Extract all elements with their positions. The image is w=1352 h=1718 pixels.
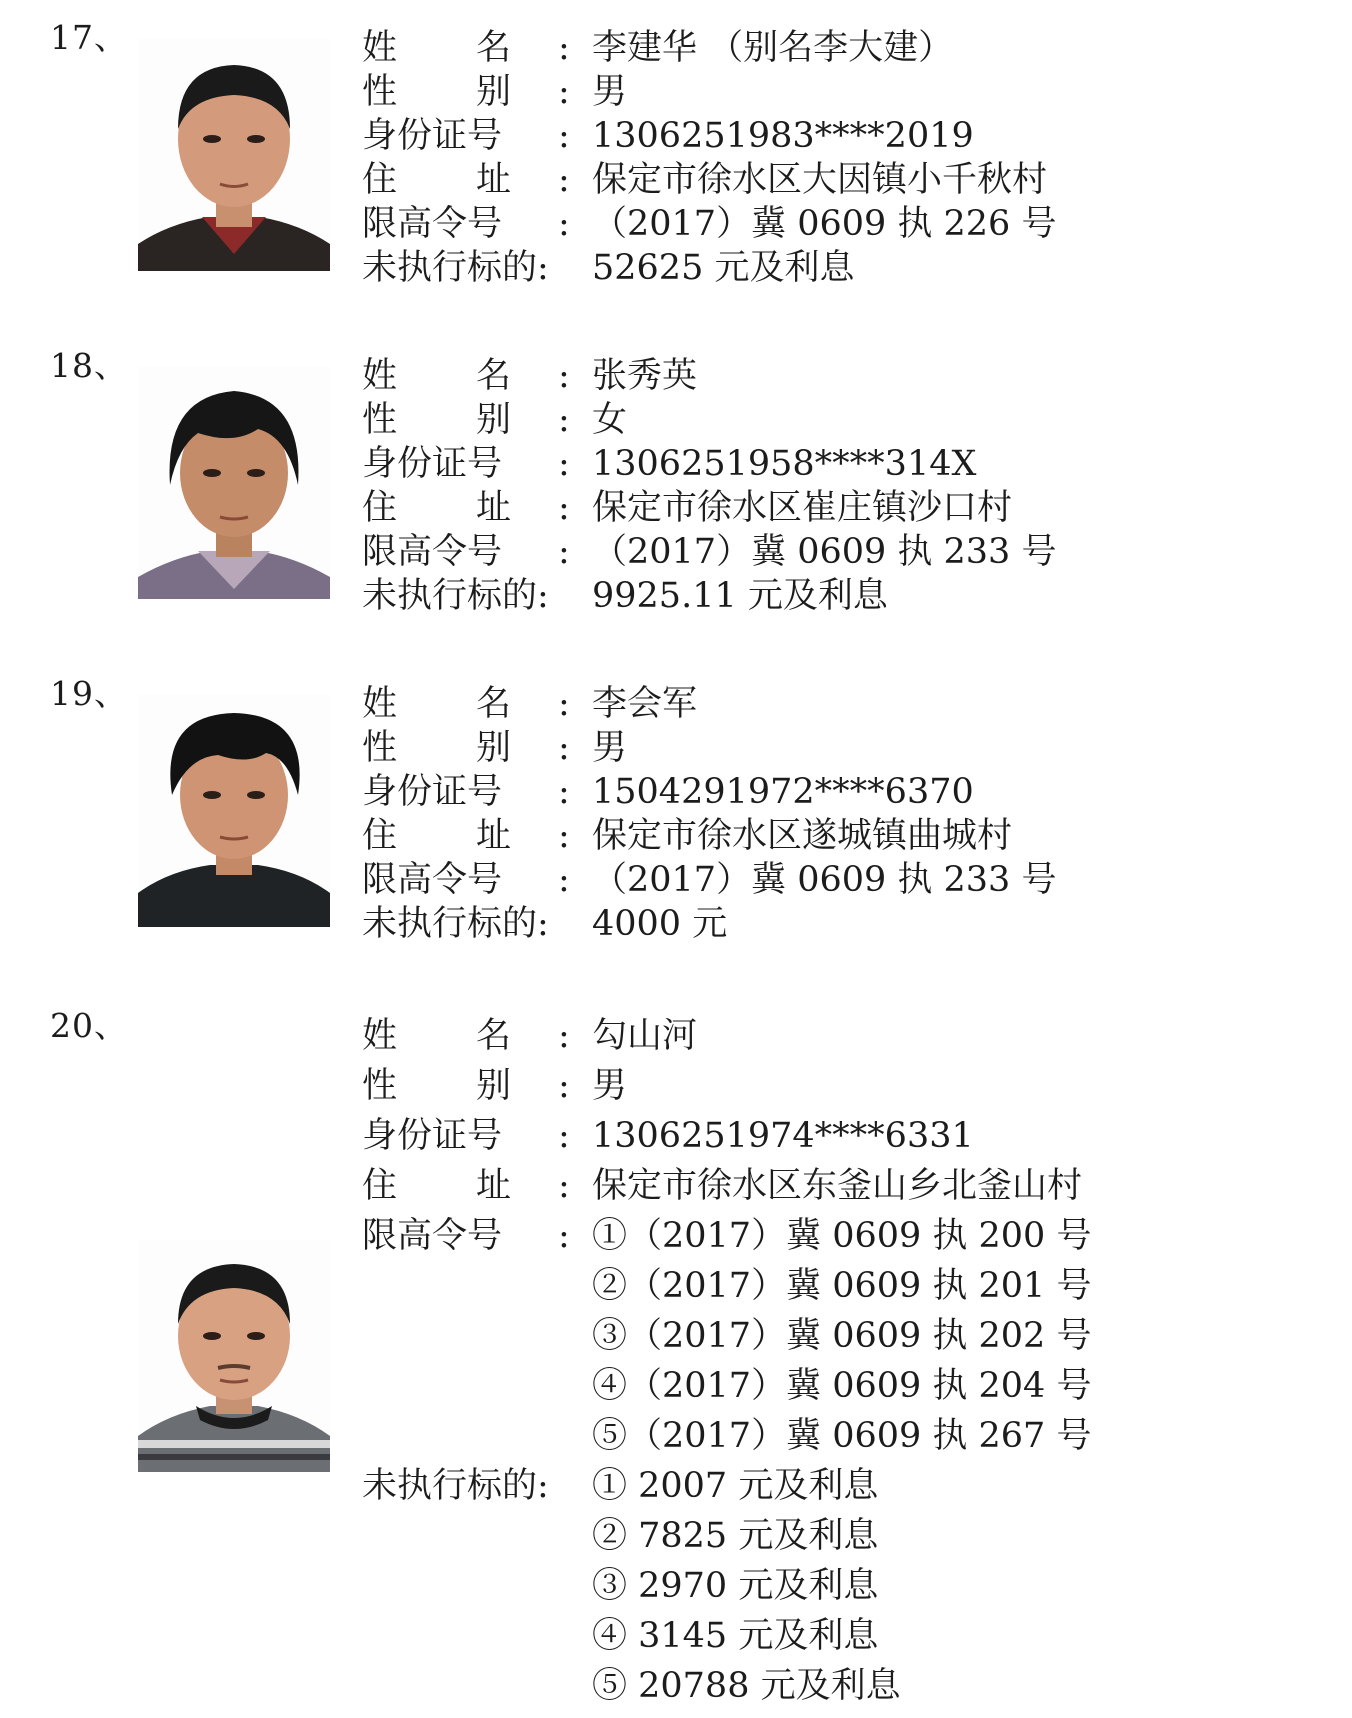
order-value: （2017）冀 0609 执 233 号	[592, 532, 1057, 572]
colon: :	[558, 532, 570, 572]
colon: :	[558, 488, 570, 528]
id-value: 1306251983****2019	[592, 116, 974, 156]
colon: :	[558, 444, 570, 484]
gender-label: 别	[476, 1066, 512, 1106]
colon: :	[558, 772, 570, 812]
colon: :	[558, 1216, 570, 1256]
id-label: 身份证号	[362, 116, 503, 156]
name-label: 名	[476, 1016, 512, 1056]
gender-label: 性	[362, 400, 398, 440]
unpaid-value: ① 2007 元及利息	[592, 1466, 879, 1506]
colon: :	[558, 204, 570, 244]
address-value: 保定市徐水区遂城镇曲城村	[592, 816, 1013, 856]
id-value: 1306251974****6331	[592, 1116, 974, 1156]
id-label: 身份证号	[362, 772, 503, 812]
order-value: ⑤（2017）冀 0609 执 267 号	[592, 1416, 1092, 1456]
unpaid-value: 52625 元及利息	[592, 248, 855, 288]
address-label: 址	[476, 160, 512, 200]
gender-label: 性	[362, 1066, 398, 1106]
name-label: 姓	[362, 1016, 398, 1056]
id-value: 1504291972****6370	[592, 772, 974, 812]
address-label: 住	[362, 160, 398, 200]
colon: :	[558, 400, 570, 440]
unpaid-value: 4000 元	[592, 904, 728, 944]
order-value: ③（2017）冀 0609 执 202 号	[592, 1316, 1092, 1356]
colon: :	[558, 816, 570, 856]
unpaid-label: 未执行标的:	[362, 904, 549, 944]
colon: :	[558, 728, 570, 768]
colon: :	[558, 72, 570, 112]
colon: :	[558, 28, 570, 68]
gender-label: 性	[362, 728, 398, 768]
order-value: （2017）冀 0609 执 226 号	[592, 204, 1057, 244]
unpaid-label: 未执行标的:	[362, 1466, 549, 1506]
colon: :	[558, 1116, 570, 1156]
entry-number: 17、	[50, 18, 128, 57]
order-value: ①（2017）冀 0609 执 200 号	[592, 1216, 1092, 1256]
address-value: 保定市徐水区崔庄镇沙口村	[592, 488, 1013, 528]
colon: :	[558, 160, 570, 200]
name-value: 勾山河	[592, 1016, 698, 1056]
name-value: 张秀英	[592, 356, 698, 396]
name-label: 名	[476, 28, 512, 68]
gender-value: 男	[592, 1066, 628, 1106]
unpaid-value: ⑤ 20788 元及利息	[592, 1666, 901, 1706]
order-label: 限高令号	[362, 860, 503, 900]
unpaid-value: ④ 3145 元及利息	[592, 1616, 879, 1656]
id-label: 身份证号	[362, 444, 503, 484]
id-label: 身份证号	[362, 1116, 503, 1156]
person-photo	[138, 39, 330, 271]
name-label: 名	[476, 356, 512, 396]
order-value: ④（2017）冀 0609 执 204 号	[592, 1366, 1092, 1406]
order-label: 限高令号	[362, 1216, 503, 1256]
gender-label: 性	[362, 72, 398, 112]
order-value: （2017）冀 0609 执 233 号	[592, 860, 1057, 900]
address-label: 住	[362, 488, 398, 528]
order-label: 限高令号	[362, 532, 503, 572]
colon: :	[558, 1166, 570, 1206]
gender-value: 男	[592, 72, 628, 112]
address-value: 保定市徐水区东釜山乡北釜山村	[592, 1166, 1083, 1206]
colon: :	[558, 860, 570, 900]
unpaid-value: ③ 2970 元及利息	[592, 1566, 879, 1606]
address-label: 住	[362, 1166, 398, 1206]
address-label: 址	[476, 488, 512, 528]
unpaid-label: 未执行标的:	[362, 576, 549, 616]
name-label: 姓	[362, 28, 398, 68]
address-label: 住	[362, 816, 398, 856]
colon: :	[558, 116, 570, 156]
name-value: 李会军	[592, 684, 698, 724]
colon: :	[558, 1016, 570, 1056]
order-value: ②（2017）冀 0609 执 201 号	[592, 1266, 1092, 1306]
gender-value: 男	[592, 728, 628, 768]
gender-label: 别	[476, 72, 512, 112]
gender-label: 别	[476, 728, 512, 768]
address-label: 址	[476, 1166, 512, 1206]
colon: :	[558, 356, 570, 396]
entry-number: 18、	[50, 346, 128, 385]
person-photo	[138, 695, 330, 927]
unpaid-label: 未执行标的:	[362, 248, 549, 288]
name-label: 名	[476, 684, 512, 724]
person-photo	[138, 367, 330, 599]
gender-label: 别	[476, 400, 512, 440]
address-label: 址	[476, 816, 512, 856]
name-label: 姓	[362, 356, 398, 396]
entry-number: 19、	[50, 674, 128, 713]
unpaid-value: ② 7825 元及利息	[592, 1516, 879, 1556]
name-value: 李建华 （别名李大建）	[592, 28, 954, 68]
id-value: 1306251958****314X	[592, 444, 977, 484]
person-photo	[138, 1240, 330, 1472]
colon: :	[558, 684, 570, 724]
gender-value: 女	[592, 400, 628, 440]
unpaid-value: 9925.11 元及利息	[592, 576, 888, 616]
colon: :	[558, 1066, 570, 1106]
entry-number: 20、	[50, 1006, 128, 1045]
address-value: 保定市徐水区大因镇小千秋村	[592, 160, 1048, 200]
order-label: 限高令号	[362, 204, 503, 244]
name-label: 姓	[362, 684, 398, 724]
